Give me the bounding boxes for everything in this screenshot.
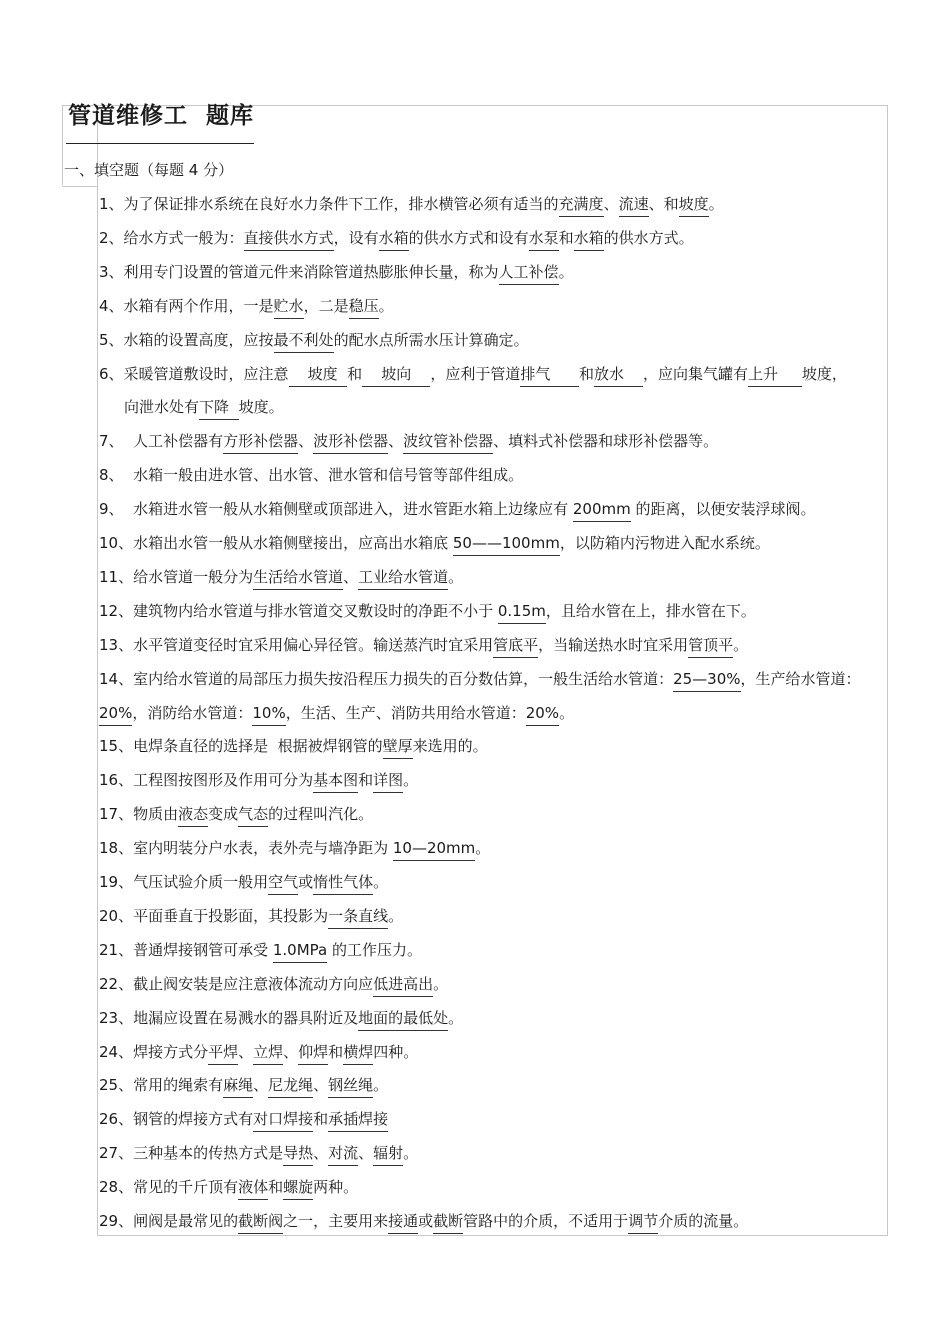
question-text: 。 [388,906,404,925]
answer-blank: 液态 [178,805,208,827]
question-text: 5、水箱的设置高度，应按 [99,330,274,349]
question-text: 。 [448,1008,464,1027]
answer-blank: 麻绳 [223,1076,253,1098]
question-text: ，且给水管在上，排水管在下。 [545,601,756,620]
question-text: 。 [378,296,394,315]
question-text: 。 [559,703,575,722]
answer-blank: 0.15m [498,602,546,624]
question-text: ，消防给水管道： [132,703,253,722]
question-line [99,973,448,995]
question-line [99,430,718,452]
question-text: 坡度。 [238,398,284,417]
question-line [99,295,394,317]
question-text: ，当输送热水时宜采用 [538,635,689,654]
question-text: 7、 人工补偿器有 [99,432,224,451]
question-line [99,871,388,893]
question-text: 9、 水箱进水管一般从水箱侧壁或顶部进入，进水管距水箱上边缘应有 [99,500,573,519]
answer-blank: 20% [99,704,132,726]
answer-blank: 螺旋 [283,1178,313,1200]
question-text: 和 [558,228,574,247]
question-text: ，二是 [303,296,349,315]
answer-blank: 贮水 [274,297,304,319]
answer-blank: 25—30% [673,670,740,692]
answer-blank: 20% [526,704,559,726]
answer-blank: 液体 [238,1178,268,1200]
question-text: ，应利于管道 [430,364,521,383]
question-text: 、 [313,1144,329,1163]
question-text: 。 [403,771,419,790]
question-line [99,668,861,690]
question-text: 和 [358,771,374,790]
answer-blank: 人工补偿 [499,263,559,285]
question-line [99,566,463,588]
answer-blank: 平焊 [208,1043,238,1065]
question-text: 或 [298,873,314,891]
question-text: 24、焊接方式分 [99,1042,209,1061]
question-text: ，生活、生产、消防共用给水管道： [285,703,526,722]
answer-blank: 管顶平 [688,636,733,658]
question-text: 、 [603,195,619,213]
question-text: 变成 [208,805,239,824]
question-text: 的工作压力。 [327,940,423,959]
answer-blank: 方形补偿器 [223,432,298,454]
question-text: 21、普通焊接钢管可承受 [99,940,273,959]
question-text: 12、建筑物内给水管道与排水管道交叉敷设时的净距不小于 [99,601,498,620]
question-text: 。 [448,567,464,586]
question-text: 27、三种基本的传热方式是 [99,1144,284,1163]
question-text: 25、常用的绳索有 [99,1076,224,1095]
answer-blank: 尼龙绳 [268,1076,313,1098]
question-text: 之一，主要用来 [283,1212,389,1230]
question-text: 和 [313,1110,329,1129]
question-line [124,396,284,418]
question-line [99,227,694,249]
question-line [99,464,523,486]
question-text: 和 [578,364,594,383]
document-title: 管道维修工 题库 [68,103,255,129]
question-text: 17、物质由 [99,805,179,824]
answer-blank: 坡度 [289,365,348,387]
answer-blank: 流速 [619,195,649,217]
answer-blank: 稳压 [349,297,379,319]
question-text: 、 [238,1042,254,1061]
question-text: ，设有 [333,228,379,247]
answer-blank: 充满度 [559,195,604,217]
answer-blank: 基本图 [313,771,358,793]
answer-blank: 钢丝绳 [328,1076,373,1098]
question-text: 4、水箱有两个作用，一是 [99,296,274,315]
answer-blank: 仰焊 [298,1043,328,1065]
question-text: 。 [475,839,491,858]
question-text: 、填料式补偿器和球形补偿器等。 [493,432,719,451]
question-line [99,1210,748,1232]
answer-blank: 接通 [388,1212,418,1234]
answer-blank: 放水 [594,365,643,387]
question-line [99,329,529,351]
answer-blank: 水泵 [529,229,559,251]
question-line [99,634,748,656]
answer-blank: 立焊 [253,1043,283,1065]
answer-blank: 10—20mm [393,839,475,861]
question-line [99,261,574,283]
answer-blank: 水箱 [574,229,604,251]
section-heading: 一、填空题（每题 4 分） [64,161,234,179]
question-line [99,363,847,385]
answer-blank: 承插焊接 [328,1110,388,1132]
question-line [99,735,488,757]
question-text: 15、电焊条直径的选择是 根据被焊钢管的 [99,737,383,756]
question-text: 两种。 [313,1178,359,1197]
question-text: 11、给水管道一般分为 [99,567,254,586]
answer-blank: 横焊 [343,1043,373,1065]
answer-blank: 生活给水管道 [253,568,343,590]
question-text: 的供水方式和设有 [408,228,529,247]
question-text: 管路中的介质，不适用于 [463,1212,629,1230]
question-text: 、 [358,1144,374,1163]
question-line [99,1041,418,1063]
answer-blank: 工业给水管道 [358,568,448,590]
question-text: 19、气压试验介质一般用 [99,873,269,891]
answer-blank: 200mm [573,500,631,522]
answer-blank: 调节 [628,1212,658,1234]
answer-blank: 一条直线 [328,907,388,929]
answer-blank: 直接供水方式 [244,229,334,251]
question-text: 四种。 [373,1042,419,1061]
question-line [99,532,770,554]
answer-blank: 空气 [268,873,298,895]
answer-blank: 壁厚 [383,737,413,759]
question-line [99,1074,388,1096]
question-text: 3、利用专门设置的管道元件来消除管道热膨胀伸长量，称为 [99,262,499,281]
question-text: 向泄水处有 [124,398,200,417]
question-text: 、和 [648,195,679,213]
question-text: 8、 水箱一般由进水管、出水管、泄水管和信号管等部件组成。 [99,466,524,485]
question-text: 。 [373,873,389,891]
question-text: 1、为了保证排水系统在良好水力条件下工作，排水横管必须有适当的 [99,195,559,213]
question-text: 23、地漏应设置在易溅水的器具附近及 [99,1008,359,1027]
answer-blank: 50——100mm [453,534,560,556]
question-text: 的距离，以便安装浮球阀。 [630,500,816,519]
question-text: 。 [403,1144,419,1163]
question-text: 或 [418,1212,434,1230]
answer-blank: 管底平 [493,636,538,658]
question-text: 14、室内给水管道的局部压力损失按沿程压力损失的百分数估算，一般生活给水管道： [99,669,674,688]
answer-blank: 对流 [328,1144,358,1166]
question-text: 29、闸阀是最常见的 [99,1212,239,1230]
answer-blank: 排气 [520,365,579,387]
question-line [99,498,816,520]
question-text: 坡度， [801,364,847,383]
answer-blank: 辐射 [373,1144,403,1166]
question-text: 20、平面垂直于投影面，其投影为 [99,906,329,925]
answer-blank: 水箱 [379,229,409,251]
answer-blank: 对口焊接 [253,1110,313,1132]
answer-blank: 上升 [748,365,802,387]
question-text: 。 [733,635,749,654]
answer-blank: 10% [252,704,285,726]
question-text: 6、采暖管道敷设时，应注意 [99,364,289,383]
title-underline [66,143,254,144]
question-text: 的供水方式。 [603,228,694,247]
answer-blank: 坡向 [362,365,430,387]
answer-blank: 1.0MPa [273,941,327,963]
question-text: 的过程叫汽化。 [268,805,374,824]
answer-blank: 下降 [199,398,239,420]
question-text: 16、工程图按图形及作用可分为 [99,771,314,790]
answer-blank: 截断 [433,1212,463,1234]
question-text: 22、截止阀安装是应注意液体流动方向应 [99,974,374,993]
answer-blank: 波形补偿器 [313,432,388,454]
question-line [99,193,724,215]
question-text: 2、给水方式一般为： [99,228,244,247]
answer-blank: 惰性气体 [313,873,373,895]
answer-blank: 气态 [238,805,268,827]
question-text: 、 [253,1076,269,1095]
question-text: 。 [433,974,449,993]
question-text: 来选用的。 [412,737,488,756]
question-line [99,1142,418,1164]
question-text: 18、室内明装分户水表，表外壳与墙净距为 [99,839,393,858]
answer-blank: 低进高出 [373,975,433,997]
answer-blank: 最不利处 [274,331,334,353]
question-text: 13、水平管道变径时宜采用偏心异径管。输送蒸汽时宜采用 [99,635,494,654]
section-underline [62,186,98,187]
question-text: 、 [343,567,359,586]
question-text: 10、水箱出水管一般从水箱侧壁接出，应高出水箱底 [99,534,453,552]
question-text: 、 [388,432,404,451]
question-text: 。 [708,195,724,213]
question-text: 。 [373,1076,389,1095]
question-line [99,1108,388,1130]
question-text: 的配水点所需水压计算确定。 [333,330,529,349]
question-text: ，生产给水管道： [740,669,861,688]
question-line [99,1176,358,1198]
question-text: 、 [298,432,314,451]
question-text: ，应向集气罐有 [643,364,749,383]
answer-blank: 坡度 [679,195,709,217]
question-line [99,600,756,622]
question-line [99,905,403,927]
question-text: 、 [313,1076,329,1095]
answer-blank: 波纹管补偿器 [403,432,493,454]
question-text: 。 [558,262,574,281]
question-line [99,837,490,859]
question-text: 26、钢管的焊接方式有 [99,1110,254,1129]
answer-blank: 截断阀 [238,1212,283,1234]
answer-blank: 地面的最低处 [358,1009,448,1031]
question-text: 28、常见的千斤顶有 [99,1178,239,1197]
question-line [99,702,574,724]
question-line [99,803,373,825]
question-text: 和 [268,1178,284,1197]
answer-blank: 导热 [283,1144,313,1166]
question-text: 和 [328,1042,344,1061]
question-line [99,939,422,961]
question-text: ，以防箱内污物进入配水系统。 [559,534,770,552]
question-line [99,1007,463,1029]
question-text: 、 [283,1042,299,1061]
question-line [99,769,418,791]
answer-blank: 详图 [373,771,403,793]
question-text: 介质的流量。 [658,1212,749,1230]
question-text: 和 [347,364,363,383]
